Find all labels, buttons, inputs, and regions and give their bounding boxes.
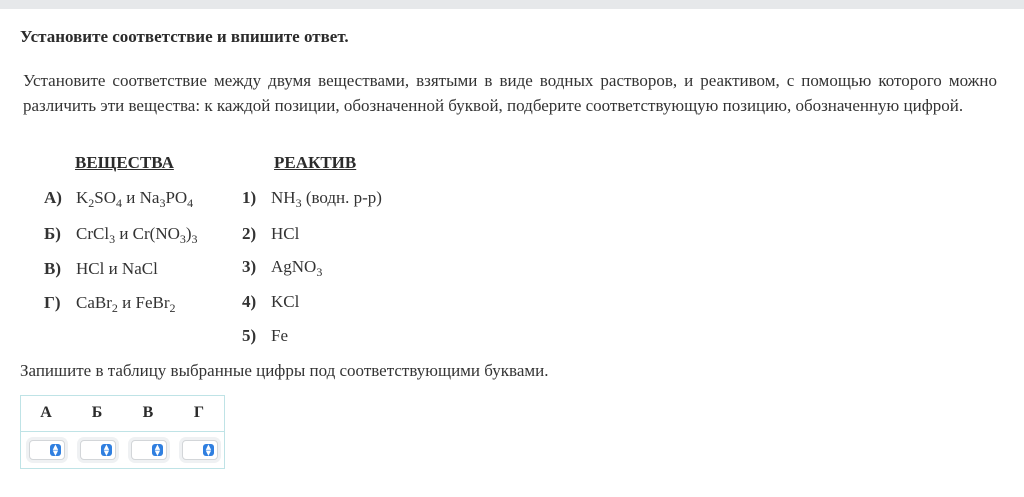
answer-select-g[interactable] — [182, 440, 218, 460]
substance-formula: $K_2SO_4$ и $Na_3PO_4$ — [76, 188, 194, 210]
up-down-arrows-icon: ▲ ▼ — [50, 444, 61, 456]
reagent-column-header: РЕАКТИВ — [274, 153, 357, 172]
answer-select-b[interactable] — [80, 440, 116, 460]
reagent-formula: Fe — [271, 326, 288, 345]
answer-header-g: Г — [193, 404, 205, 421]
substance-letter: А) — [44, 188, 62, 207]
reagent-formula: $NH_3$ (водн. р-р) — [271, 188, 382, 210]
reagent-number: 5) — [242, 326, 257, 345]
substance-letter: В) — [44, 259, 61, 278]
reagent-number: 4) — [242, 292, 257, 311]
answer-header-a: А — [40, 404, 52, 421]
answer-table-header — [21, 396, 224, 432]
substance-row-b — [44, 224, 198, 244]
answer-instruction: Запишите в таблицу выбранные цифры под соответствующими буквами. — [20, 361, 549, 380]
reagent-row-1 — [242, 188, 382, 208]
answer-header-b: Б — [91, 404, 103, 421]
top-bar — [0, 0, 1024, 9]
reagent-row-5 — [242, 326, 288, 346]
reagent-row-3 — [242, 257, 322, 277]
reagent-row-2 — [242, 224, 299, 244]
up-down-arrows-icon: ▲ ▼ — [203, 444, 214, 456]
reagent-number: 1) — [242, 188, 257, 207]
up-down-arrows-icon: ▲ ▼ — [101, 444, 112, 456]
substance-letter: Г) — [44, 293, 61, 312]
substance-row-g — [44, 293, 176, 313]
substance-row-v — [44, 259, 158, 279]
reagent-formula: HCl — [271, 224, 300, 243]
substance-row-a — [44, 188, 193, 208]
reagent-formula: AgNO$_3$ — [271, 257, 323, 279]
reagent-number: 3) — [242, 257, 257, 276]
answer-header-v: В — [142, 404, 154, 421]
task-text: Установите соответствие между двумя веществами, взятыми в виде водных растворов, и реактивом, с помощью которого можно различить эти вещества: к каждой позиции, обозначенной буквой, подберите соответствующую позицию, обозначенную цифрой. — [23, 71, 997, 115]
reagent-formula: KCl — [271, 292, 300, 311]
substance-formula: CrCl$_3$ и $Cr(NO_3)_3$ — [76, 224, 198, 246]
substances-column-header: ВЕЩЕСТВА — [75, 153, 174, 172]
answer-select-v[interactable] — [131, 440, 167, 460]
up-down-arrows-icon: ▲ ▼ — [152, 444, 163, 456]
reagent-row-4 — [242, 292, 299, 312]
task-title: Установите соответствие и впишите ответ. — [20, 27, 349, 46]
answer-table — [20, 395, 225, 469]
substance-formula: CaBr$_2$ и FeBr$_2$ — [76, 293, 176, 315]
substance-letter: Б) — [44, 224, 61, 243]
substance-formula: HCl и NaCl — [76, 259, 158, 278]
reagent-number: 2) — [242, 224, 257, 243]
answer-select-a[interactable] — [29, 440, 65, 460]
